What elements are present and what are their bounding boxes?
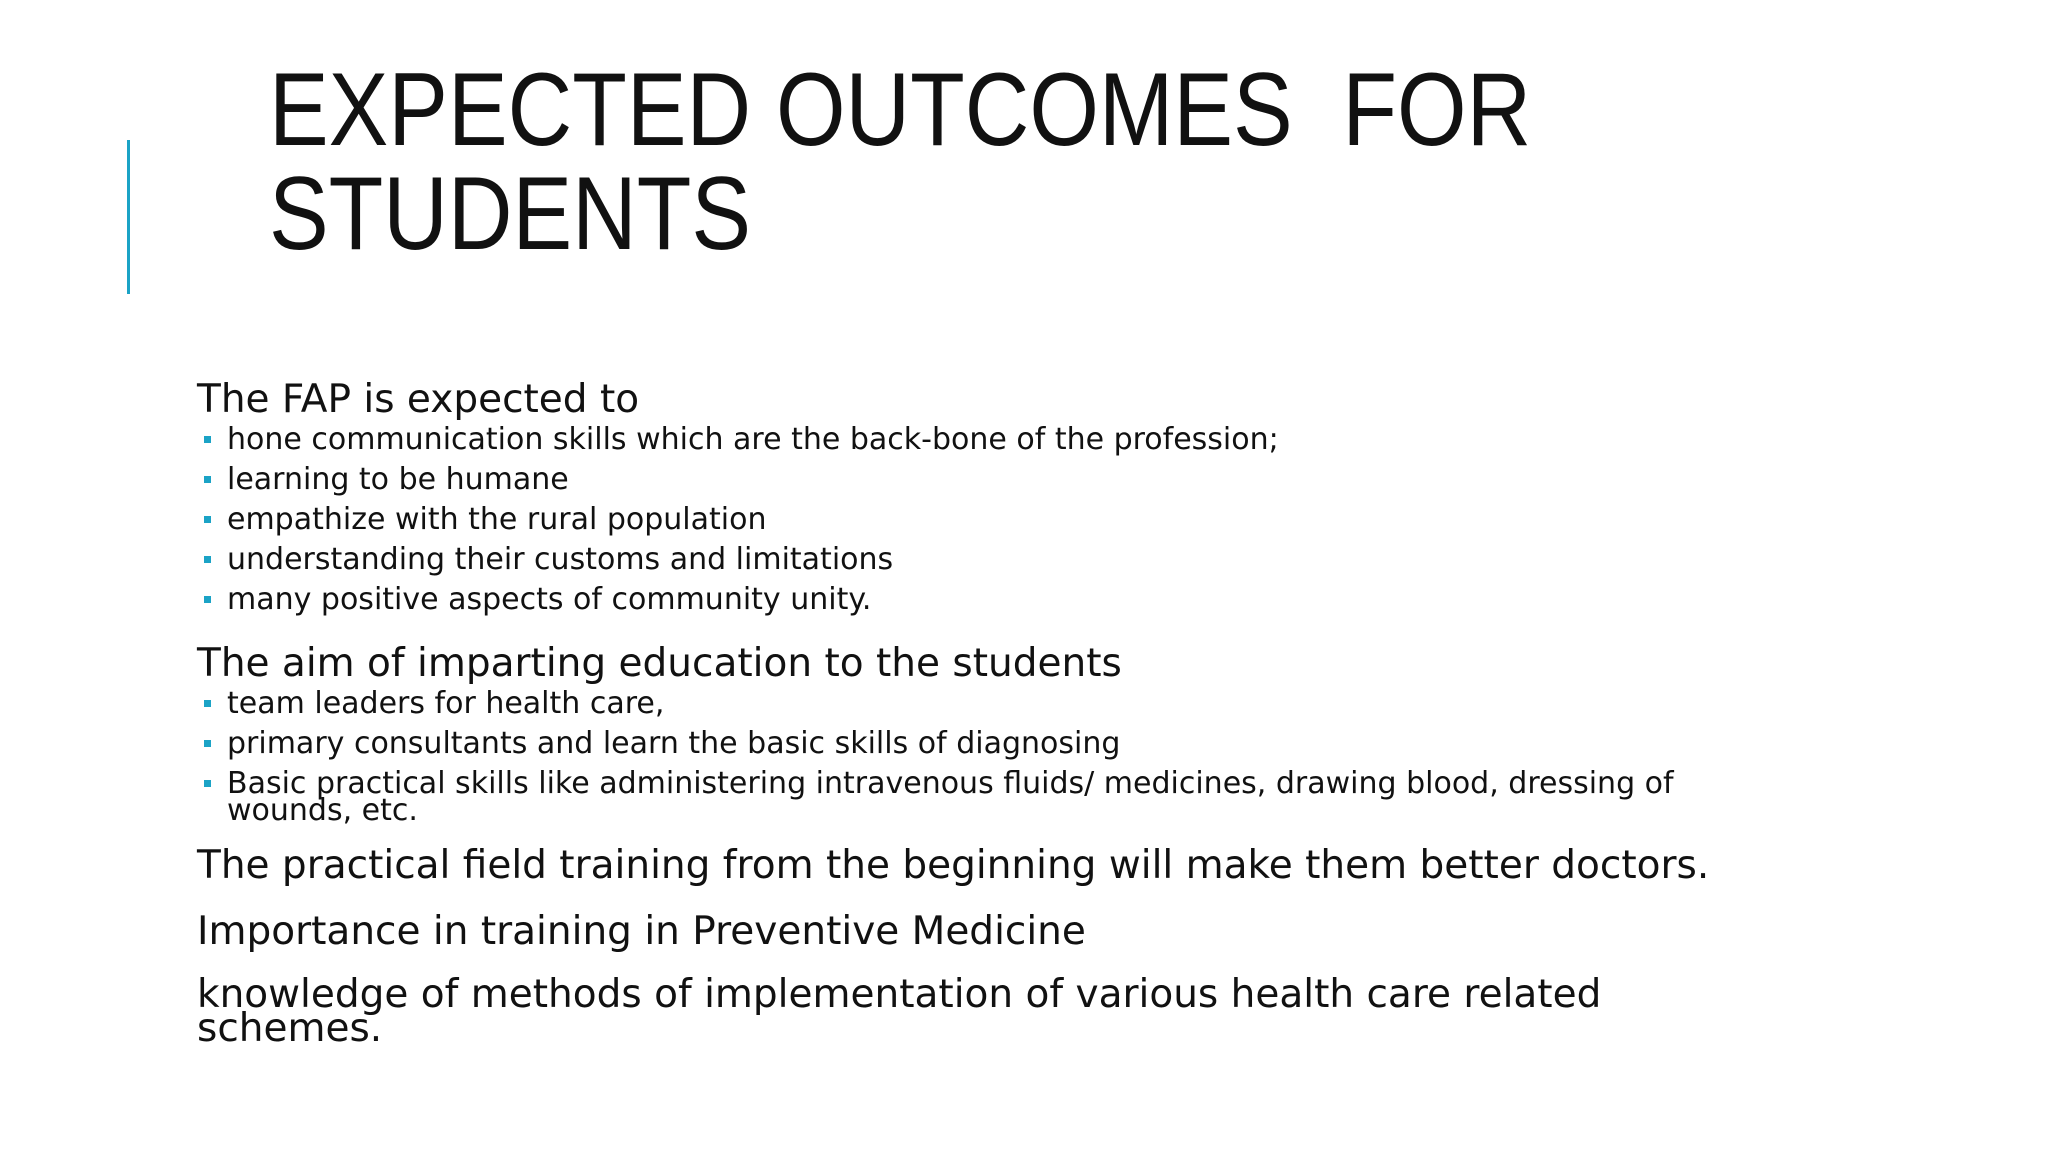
list-item [197,764,1787,828]
bullet-square-icon [204,476,211,483]
list-item-text: team leaders for health care, [227,686,665,721]
list-item-text: Basic practical skills like administering intravenous fluids/ medicines, drawing blood, dressing of wounds, etc. [227,766,1674,828]
bullet-list-aim [197,684,1897,828]
list-item-text: understanding their customs and limitations [227,542,894,577]
list-item-text: learning to be humane [227,462,569,497]
list-item [197,724,1897,764]
list-item-text: many positive aspects of community unity. [227,582,872,617]
accent-bar [127,140,130,294]
list-item-text: hone communication skills which are the back-bone of the profession; [227,422,1279,457]
list-item [197,684,1897,724]
title-line-2: STUDENTS [269,156,752,272]
bullet-square-icon [204,556,211,563]
bullet-square-icon [204,516,211,523]
list-item-text: empathize with the rural population [227,502,767,537]
bullet-square-icon [204,780,211,787]
section-heading-fap: The FAP is expected to [197,377,640,422]
bullet-square-icon [204,596,211,603]
statement-preventive-medicine: Importance in training in Preventive Medicine [197,909,1086,954]
slide-body [197,377,1897,1051]
list-item [197,420,1897,460]
statement-practical-training: The practical field training from the beginning will make them better doctors. [197,843,1710,888]
list-item [197,540,1897,580]
list-item [197,500,1897,540]
bullet-list-fap [197,420,1897,620]
bullet-square-icon [204,700,211,707]
list-item-text: primary consultants and learn the basic skills of diagnosing [227,726,1121,761]
list-item [197,460,1897,500]
list-item [197,580,1897,620]
slide-title [269,52,1731,272]
title-line-1: EXPECTED OUTCOMES FOR [269,52,1532,168]
bullet-square-icon [204,740,211,747]
statement-health-schemes: knowledge of methods of implementation of various health care related schemes. [197,972,1602,1051]
section-heading-aim: The aim of imparting education to the students [197,641,1122,686]
bullet-square-icon [204,436,211,443]
